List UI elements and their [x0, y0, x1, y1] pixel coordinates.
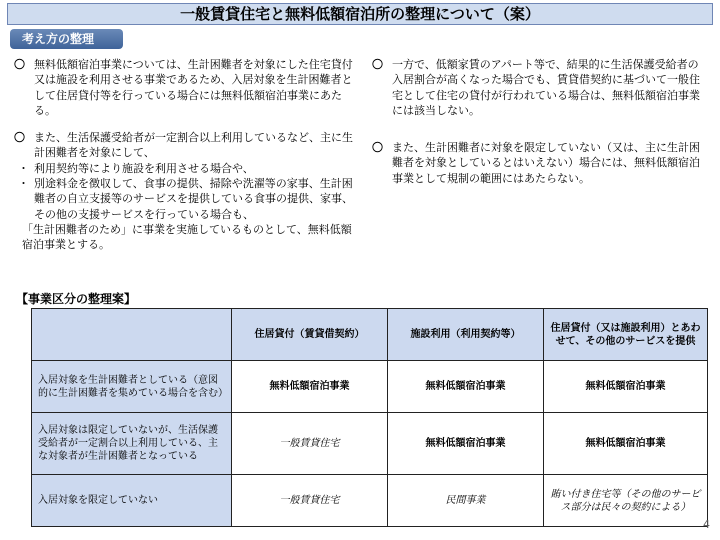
paragraph-text: 無料低額宿泊事業については、生計困難者を対象にした住宅貸付又は施設を利用させる事業であるため、入居対象を生計困難者として住居貸付等を行っている場合には無料低額宿泊事業にあたる。: [34, 58, 353, 117]
bullet-text: 利用契約等により施設を利用させる場合や、: [34, 161, 254, 175]
bullet-item: [14, 161, 354, 176]
bullet-icon: ・: [18, 177, 29, 191]
table-cell: 無料低額宿泊事業: [388, 413, 544, 475]
row-label: 入居対象を生計困難者としている（意図的に生計困難者を集めている場合を含む）: [32, 361, 232, 413]
table-cell: 無料低額宿泊事業: [232, 361, 388, 413]
bullet-list: [14, 161, 354, 253]
page-number: 4: [703, 518, 710, 531]
table-row: [32, 475, 708, 527]
circle-marker-icon: 〇: [372, 58, 383, 71]
row-label: 入居対象は限定していないが、生活保護受給者が一定割合以上利用している、主な対象者が生計困難者となっている: [32, 413, 232, 475]
table-cell: 一般賃貸住宅: [232, 475, 388, 527]
bullet-text: 別途料金を徴収して、食事の提供、掃除や洗濯等の家事、生計困難者の自立支援等のサービスを提供している食事の提供、家事、その他の支援サービスを行っている場合も、: [34, 177, 353, 221]
left-paragraph-1: [14, 57, 354, 118]
table-cell: 無料低額宿泊事業: [388, 361, 544, 413]
table-cell: 無料低額宿泊事業: [544, 361, 708, 413]
bullet-item: [14, 176, 354, 222]
circle-marker-icon: 〇: [14, 131, 25, 145]
left-paragraph-2: [14, 130, 354, 161]
circle-marker-icon: 〇: [14, 58, 25, 71]
column-header-with-services: 住居貸付（又は施設利用）とあわせて、その他のサービスを提供: [544, 309, 708, 361]
table-cell: 民間事業: [388, 475, 544, 527]
table-row: [32, 361, 708, 413]
table-header-row: [32, 309, 708, 361]
paragraph-text: また、生計困難者に対象を限定していない（又は、主に生計困難者を対象としているとはいえない）場合には、無料低額宿泊事業として規制の範囲にはあたらない。: [392, 141, 700, 185]
right-column: [372, 57, 708, 198]
table-cell: 無料低額宿泊事業: [544, 413, 708, 475]
table-cell: 一般賃貸住宅: [232, 413, 388, 475]
page-title: 一般賃貸住宅と無料低額宿泊所の整理について（案）: [7, 3, 713, 25]
circle-marker-icon: 〇: [372, 141, 383, 155]
classification-table: [31, 308, 708, 527]
section-heading: 【事業区分の整理案】: [16, 292, 137, 306]
column-header-housing-lease: 住居貸付（賃貸借契約）: [232, 309, 388, 361]
table-cell: 賄い付き住宅等（その他のサービス部分は民々の契約による）: [544, 475, 708, 527]
column-header-facility-use: 施設利用（利用契約等）: [388, 309, 544, 361]
table-corner-cell: [32, 309, 232, 361]
paragraph-text: 一方で、低額家賃のアパート等で、結果的に生活保護受給者の入居割合が高くなった場合でも、賃貸借契約に基づいて一般住宅として住宅の貸付が行われている場合は、無料低額宿泊事業には該当しない。: [392, 58, 700, 117]
concept-tab-label: 考え方の整理: [10, 29, 123, 49]
bullet-icon: ・: [18, 161, 29, 175]
left-column: [14, 57, 354, 253]
table-row: [32, 413, 708, 475]
right-paragraph-2: [372, 140, 708, 186]
right-paragraph-1: [372, 57, 708, 118]
closing-text: 「生計困難者のため」に事業を実施しているものとして、無料低額宿泊事業とする。: [22, 222, 352, 252]
row-label: 入居対象を限定していない: [32, 475, 232, 527]
paragraph-text: また、生活保護受給者が一定割合以上利用しているなど、主に生計困難者を対象にして、: [34, 131, 353, 160]
